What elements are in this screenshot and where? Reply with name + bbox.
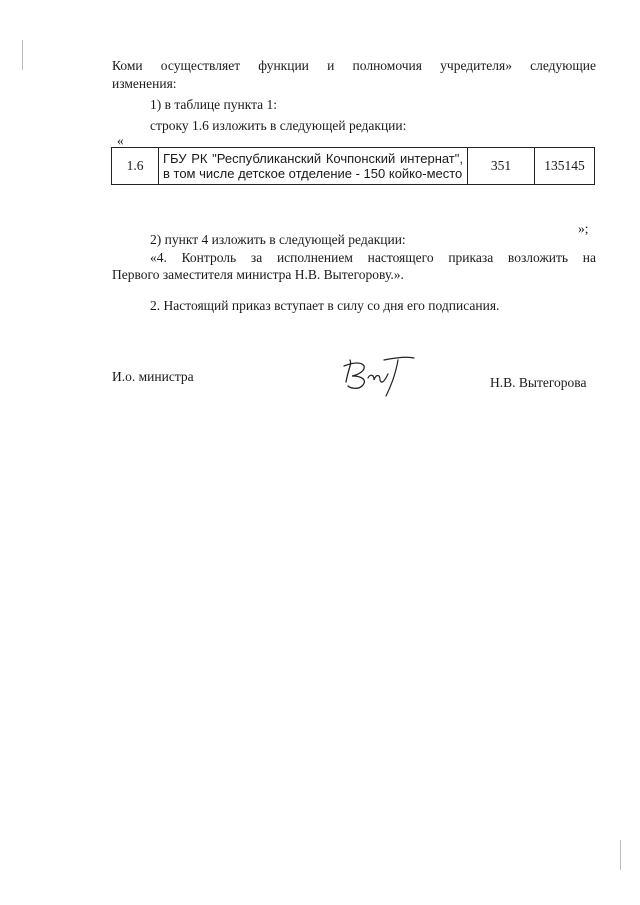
closing-quote: »; bbox=[578, 221, 589, 236]
row-number-cell: 1.6 bbox=[112, 148, 159, 185]
capacity-cell: 351 bbox=[468, 148, 535, 185]
amount-cell: 135145 bbox=[535, 148, 595, 185]
institution-cell: ГБУ РК "Республиканский Кочпонский интернат", в том числе детское отделение - 150 койко-место bbox=[159, 148, 468, 185]
point1-instruction: строку 1.6 изложить в следующей редакции: bbox=[150, 118, 407, 133]
scan-margin-mark bbox=[22, 40, 23, 70]
point2-text-line-1: «4. Контроль за исполнением настоящего приказа возложить на bbox=[150, 250, 596, 265]
handwritten-signature bbox=[340, 352, 420, 402]
intro-line-1: Коми осуществляет функции и полномочия учредителя» следующие bbox=[112, 58, 596, 73]
intro-line-2: изменения: bbox=[112, 76, 177, 91]
signatory-position: И.о. министра bbox=[112, 369, 194, 384]
final-point: 2. Настоящий приказ вступает в силу со дня его подписания. bbox=[150, 298, 500, 313]
table-row bbox=[112, 148, 595, 185]
opening-quote: « bbox=[117, 133, 124, 148]
point2-text-line-2: Первого заместителя министра Н.В. Вытегорову.». bbox=[112, 267, 404, 282]
signatory-name: Н.В. Вытегорова bbox=[490, 375, 587, 390]
point1-heading: 1) в таблице пункта 1: bbox=[150, 97, 278, 112]
scan-margin-mark bbox=[620, 840, 621, 870]
amendment-table bbox=[111, 147, 595, 185]
point2-heading: 2) пункт 4 изложить в следующей редакции: bbox=[150, 232, 406, 247]
